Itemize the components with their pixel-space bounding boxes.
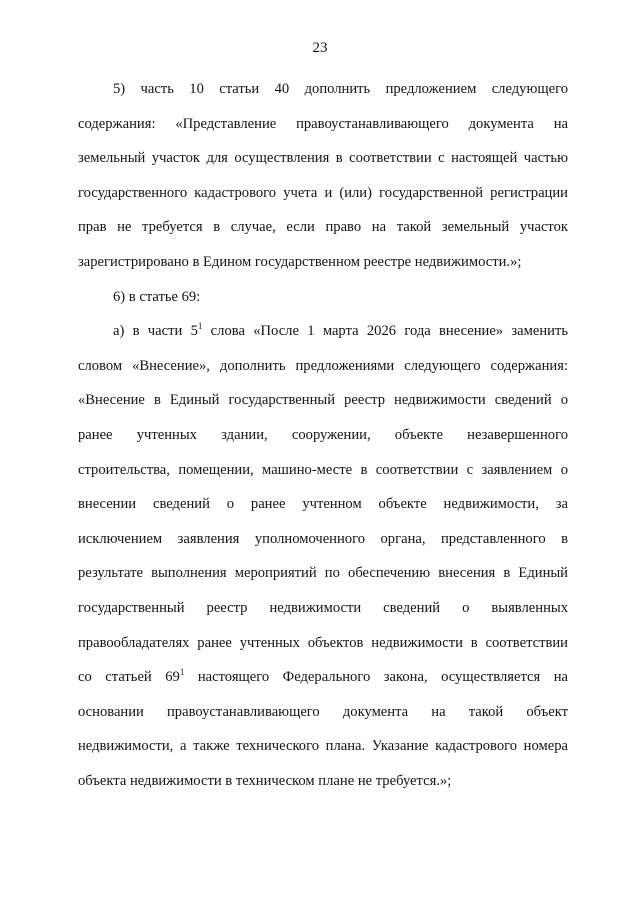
paragraph-item-6 [78,280,568,315]
text-line: строительства, помещении, машино-месте в соответствии с заявлением о [78,461,568,478]
text-line: 6) в статье 69: [113,288,201,305]
text-line: внесении сведений о ранее учтенном объекте недвижимости, за [78,496,568,513]
paragraph-subitem-a [78,314,568,798]
superscript: 1 [179,667,185,678]
text-line: содержания: «Представление правоустанавливающего документа на [78,115,568,132]
page-number: 23 [312,40,328,56]
text-line [78,660,568,695]
text-fragment: со статьей 69 [78,669,180,686]
text-fragment: настоящего Федерального закона, осуществляется на [184,669,568,686]
superscript: 1 [197,321,203,332]
text-line: зарегистрировано в Едином государственном реестре недвижимости.»; [78,253,522,270]
text-line: 5) часть 10 статьи 40 дополнить предложением следующего [113,81,568,97]
text-line: основании правоустанавливающего документа на такой объект [78,703,568,720]
text-line: правообладателях ранее учтенных объектов недвижимости в соответствии [78,634,568,651]
text-fragment: слова «После 1 марта 2026 года внесение» заменить [202,323,569,340]
text-line: прав не требуется в случае, если право на такой земельный участок [78,219,568,236]
text-line: исключением заявления уполномоченного органа, представленного в [78,530,568,547]
text-line: недвижимости, а также технического плана. Указание кадастрового номера [78,738,568,755]
text-line: словом «Внесение», дополнить предложениями следующего содержания: [78,357,568,374]
text-line: государственного кадастрового учета и (или) государственной регистрации [78,184,568,201]
text-line: объекта недвижимости в техническом плане не требуется.»; [78,772,452,789]
text-line [78,314,568,349]
text-line: государственный реестр недвижимости сведений о выявленных [78,599,568,616]
text-line: «Внесение в Единый государственный реестр недвижимости сведений о [78,392,568,409]
text-line: результате выполнения мероприятий по обеспечению внесения в Единый [78,565,568,582]
paragraph-item-5 [78,72,568,280]
text-fragment: а) в части 5 [113,323,198,340]
document-body [78,72,568,798]
text-line: ранее учтенных здании, сооружении, объекте незавершенного [78,426,568,443]
text-line: земельный участок для осуществления в соответствии с настоящей частью [78,150,568,167]
